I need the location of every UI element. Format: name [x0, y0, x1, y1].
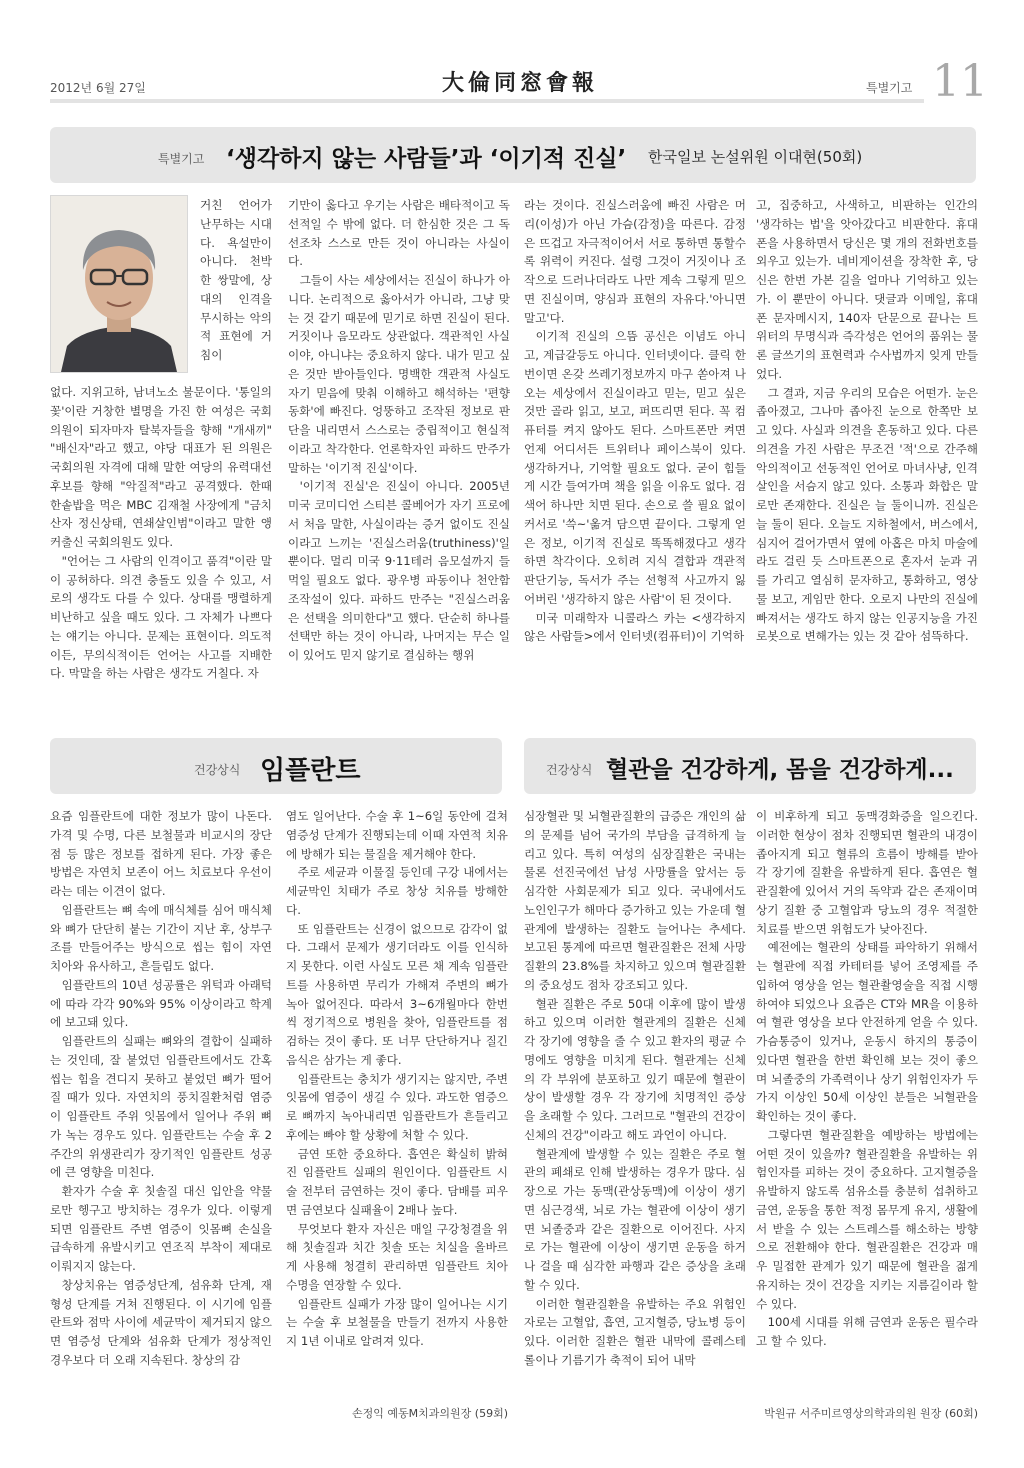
article3-column-2 — [756, 807, 978, 1400]
article3-paragraph: 100세 시대를 위해 금연과 운동은 필수라고 할 수 있다. — [756, 1315, 978, 1348]
article2-title: 임플란트 — [260, 756, 361, 786]
article2-tag: 건강상식 — [194, 763, 241, 777]
article2-title-bar — [50, 738, 502, 794]
article3-signature: 박원규 서주미르영상의학과의원 원장 (60회) — [764, 1407, 978, 1420]
article1-paragraph: 기만이 옳다고 우기는 사람은 배타적이고 독선적일 수 밖에 없다. 더 한심한 것은 그 독선조차 스스로 만든 것이 아니라는 사실이다. — [288, 198, 510, 269]
article3-paragraph: 혈관 질환은 주로 50대 이후에 많이 발생하고 있으며 이러한 혈관계의 질환은 신체 각 장기에 영향을 줄 수 있고 환자의 평균 수명에도 영향을 미치게 된다. 혈관계는 신체의 각 부위에 분포하고 있기 때문에 혈관이 상이 발생할 경우 각 장기에 치명적인 증상을 초래할 수 있다. 그러므로 "혈관의 건강이 신체의 건강"이라고 해도 과언이 아니다. — [524, 996, 746, 1142]
article2-paragraph: 주로 세균과 이물질 등인데 구강 내에서는 세균막인 치태가 주로 창상 치유를 방해한다. — [286, 865, 508, 917]
article3-paragraph: 이 비후하게 되고 동맥경화증을 일으킨다. 이러한 현상이 점차 진행되면 혈관의 내경이 좁아지게 되고 혈류의 흐름이 방해를 받아 각 장기에 질환을 유발하게 된다. 흡연은 혈관질환에 있어서 거의 독약과 같은 존재이며 상기 질환 중 고혈압과 당뇨의 경우 적절한 치료를 받으면 위험도가 낮아진다. — [756, 809, 978, 936]
article2-paragraph: 염도 일어난다. 수술 후 1~6일 동안에 걸쳐 염증성 단계가 진행되는데 이때 자연적 치유에 방해가 되는 물질을 제거해야 한다. — [286, 809, 508, 861]
article3-paragraph: 심장혈관 및 뇌혈관질환의 급증은 개인의 삶의 문제를 넘어 국가의 부담을 급격하게 늘리고 있다. 특히 여성의 심장질환은 국내는 물론 선진국에선 남성 사망률을 앞서는 등 심각한 사회문제가 되고 있다. 국내에서도 노인인구가 해마다 증가하고 있는 가운데 혈관계에 발생하는 질환도 늘어나는 추세다. 보고된 통계에 따르면 혈관질환은 전체 사망 질환의 23.8%를 차지하고 있으며 혈관질환의 중요성도 점차 강조되고 있다. — [524, 809, 746, 992]
article3-column-1 — [524, 807, 746, 1425]
article2-paragraph: 창상치유는 염증성단계, 섬유화 단계, 재형성 단계를 거쳐 진행된다. 이 시기에 임플란트와 점막 사이에 세균막이 제거되지 않으면 염증성 단계와 섬유화 단계가 정상적인 경우보다 더 오래 지속된다. 창상의 감 — [50, 1277, 272, 1367]
article2-paragraph: 임플란트의 10년 성공률은 위턱과 아래턱에 따라 각각 90%와 95% 이상이라고 학계에 보고돼 있다. — [50, 977, 272, 1030]
article1-paragraph: 고, 집중하고, 사색하고, 비판하는 인간의 '생각하는 법'을 앗아갔다고 비판한다. 휴대폰을 사용하면서 당신은 몇 개의 전화번호를 외우고 있는가. 네비게이션을 장착한 후, 당신은 한번 가본 길을 얼마나 기억하고 있는가. 이 뿐만이 아니다. 댓글과 이메일, 휴대폰 문자메시지, 140자 단문으로 끝나는 트위터의 무명식과 즉각성은 언어의 품위는 물론 글쓰기의 표현력과 수사법까지 잊게 만들었다. — [756, 198, 978, 381]
article1-column-1 — [50, 383, 272, 711]
article1-byline: 한국일보 논설위원 이대현(50회) — [648, 148, 863, 166]
header-rule — [50, 99, 924, 103]
section-label: 특별기고 — [866, 81, 913, 95]
article1-paragraph: 그 결과, 지금 우리의 모습은 어떤가. 눈은 좁아졌고, 그나마 좁아진 눈으로 한쪽만 보고 있다. 사실과 의견을 혼동하고 있다. 다른 의견을 가진 사람은 무조건 '적'으로 간주해 악의적이고 선동적인 언어로 마녀사냥, 인격살인을 서슴지 않고 있다. 소통과 화합은 말로만 존재한다. 진실은 늘 둘이니까. 진실은 늘 둘이 된다. 오늘도 지하철에서, 버스에서, 심지어 걸어가면서 옆에 아홉은 마치 마술에라도 걸린 듯 스마트폰으로 혼자서 눈과 귀를 가리고 열심히 문자하고, 통화하고, 영상물 보고, 게임만 한다. 오로지 나만의 진실에 빠져서는 생각도 하지 않는 인공지능을 가진 로봇으로 변해가는 있는 것 같아 섬뜩하다. — [756, 385, 978, 644]
article2-paragraph: 임플란트는 뼈 속에 매식체를 심어 매식체와 뼈가 단단히 붙는 기간이 지난 후, 상부구조를 만들어주는 방식으로 씹는 힘이 자연 치아와 유사하고, 흔들림도 없다. — [50, 902, 272, 973]
article1-paragraph: '이기적 진실'은 진실이 아니다. 2005년 미국 코미디언 스티븐 콜베어가 자기 프로에서 처음 말한, 사실이라는 증거 없이도 진실이라고 느끼는 '진실스러움(truthiness)'일 뿐이다. 멀리 미국 9·11테러 음모설까지 들먹일 필요도 없다. 광우병 파동이나 천안함 조작설이 있다. 파하드 만주는 "진실스러움은 선택을 의미한다"고 했다. 단순히 하나를 선택만 하는 것이 아니라, 나머지는 무슨 일이 있어도 믿지 않기로 결심하는 행위 — [288, 479, 510, 662]
article1-column-2 — [288, 196, 510, 711]
issue-date: 2012년 6월 27일 — [50, 81, 146, 95]
article1-column-4 — [756, 196, 978, 711]
article2-paragraph: 임플란트는 충치가 생기지는 않지만, 주변 잇몸에 염증이 생길 수 있다. 과도한 염증으로 뼈까지 녹아내리면 임플란트가 흔들리고 후에는 빠야 할 상황에 처할 수 있다. — [286, 1071, 508, 1142]
article3-paragraph: 그렇다면 혈관질환을 예방하는 방법에는 어떤 것이 있을까? 혈관질환을 유발하는 위험인자를 피하는 것이 중요하다. 고지혈증을 유발하지 않도록 섬유소를 충분히 섭취하고 금연, 운동을 통한 적정 몸무게 유지, 생활에서 받을 수 있는 스트레스를 해소하는 방향으로 전환해야 한다. 혈관질환은 건강과 매우 밀접한 관계가 있기 때문에 혈관을 젊게 유지하는 것이 건강을 지키는 지름길이라 할 수 있다. — [756, 1127, 978, 1311]
article2-paragraph: 임플란트 실패가 가장 많이 일어나는 시기는 수술 후 보철물을 만들기 전까지 사용한지 1년 이내로 알려져 있다. — [286, 1296, 508, 1348]
article1-column-3 — [524, 196, 746, 711]
article3-title: 혈관을 건강하게, 몸을 건강하게... — [606, 757, 954, 783]
page-number: 11 — [932, 56, 988, 107]
article1-paragraph: 없다. 지위고하, 남녀노소 불문이다. '통일의 꽃'이란 거창한 별명을 가진 한 여성은 국회의원이 되자마자 탈북자들을 향해 "개새끼" "배신자"라고 했고, 야당 대표가 된 의원은 국회의원 자격에 대해 말한 여당의 유력대선후보를 향해 "악질적"라고 공격했다. 한때 한솥밥을 먹은 MBC 김재철 사장에게 "금치산자 정신상태, 연쇄살인범"이라고 말한 앵커출신 국회의원도 있다. — [50, 385, 272, 549]
article1-paragraph: 라는 것이다. 진실스러움에 빠진 사람은 머리(이성)가 아닌 가슴(감정)을 따른다. 감정은 뜨겁고 자극적이어서 서로 통하면 통할수록 위력이 커진다. 설령 그것이 거짓이나 조작으로 드러나더라도 나만 계속 그렇게 믿으면 진실이며, 양심과 표현의 자유다.'아니면 말고'다. — [524, 198, 746, 325]
author-portrait-image — [51, 196, 187, 372]
article2-column-2 — [286, 807, 508, 1400]
article1-paragraph: "언어는 그 사람의 인격이고 품격"이란 말이 공허하다. 의견 충돌도 있을 수 있고, 서로의 생각도 다를 수 있다. 상대를 맹렬하게 비난하고 싶을 때도 있다. 그 자체가 나쁘다는 얘기는 아니다. 문제는 표현이다. 의도적이든, 무의식적이든 언어는 사고를 지배한다. 막말을 하는 사람은 생각도 거칠다. 자 — [50, 553, 272, 681]
article1-tag: 특별기고 — [158, 152, 205, 166]
article2-paragraph: 무엇보다 환자 자신은 매일 구강청결을 위해 칫솔질과 치간 칫솔 또는 치실을 올바르게 사용해 청결히 관리하면 임플란트 치아 수명을 연장할 수 있다. — [286, 1221, 508, 1292]
masthead: 大倫同窓會報 — [441, 70, 598, 96]
article2-paragraph: 환자가 수술 후 칫솔질 대신 입안을 약물로만 헹구고 방치하는 경우가 있다. 이렇게 되면 임플란트 주변 염증이 잇몸뼈 손실을 급속하게 유발시키고 연조직 부착이 제대로 이뤄지지 않는다. — [50, 1184, 272, 1273]
author-photo — [50, 195, 188, 373]
article2-signature: 손정익 예동M치과의원장 (59회) — [352, 1407, 508, 1420]
article3-title-bar — [524, 738, 976, 794]
article2-paragraph: 또 임플란트는 신경이 없으므로 감각이 없다. 그래서 문제가 생기더라도 이를 인식하지 못한다. 이런 사실도 모른 채 계속 임플란트를 사용하면 무리가 가해져 주변의 뼈가 녹아 없어진다. 따라서 3~6개월마다 한번씩 정기적으로 병원을 찾아, 임플란트를 점검하는 것이 좋다. 또 너무 단단하거나 질긴 음식은 삼가는 게 좋다. — [286, 921, 508, 1067]
article1-paragraph: 미국 미래학자 니콜라스 카는 <생각하지 않은 사람들>에서 인터넷(컴퓨터)이 기억하 — [524, 610, 746, 644]
article2-paragraph: 임플란트의 실패는 뼈와의 결합이 실패하는 것인데, 잘 붙었던 임플란트에서도 간혹 씹는 힘을 견디지 못하고 붙었던 뼈가 떨어질 때가 있다. 자연치의 풍치질환처럼 염증이 임플란트 주위 잇몸에서 일어나 주위 뼈가 녹는 경우도 있다. 임플란트는 수술 후 2주간의 위생관리가 장기적인 임플란트 성공에 큰 영향을 미친다. — [50, 1034, 272, 1180]
article1-paragraph: 이기적 진실의 으뜸 공신은 이념도 아니고, 계급갈등도 아니다. 인터넷이다. 클릭 한번이면 온갖 쓰레기정보까지 마구 쏟아져 나오는 세상에서 진실이라고 믿는, 믿고 싶은 것만 골라 읽고, 보고, 퍼뜨리면 된다. 꼭 컴퓨터를 켜지 않아도 된다. 스마트폰만 켜면 언제 어디서든 트위터나 페이스북이 있다. 생각하거나, 기억할 필요도 없다. 굳이 힘들게 시간 들여가며 책을 읽을 이유도 없다. 검색어 하나만 치면 된다. 손으로 쓸 필요 없이 커서로 '쓱~'옮겨 담으면 끝이다. 그렇게 얻은 정보, 이기적 진실로 똑똑해졌다고 생각하면 착각이다. 오히려 지식 결합과 객관적 판단기능, 독서가 주는 선형적 사고까지 잃어버린 '생각하지 않은 사람'이 된 것이다. — [524, 329, 746, 606]
article2-paragraph: 요즘 임플란트에 대한 정보가 많이 나돈다. 가격 및 수명, 다른 보철물과 비교시의 장단점 등 많은 정보를 접하게 된다. 가장 좋은 방법은 자연치 보존이 어느 치료보다 우선이라는 데는 이견이 없다. — [50, 809, 272, 898]
article1-title: ‘생각하지 않는 사람들’과 ‘이기적 진실’ — [226, 146, 627, 172]
article3-paragraph: 이러한 혈관질환을 유발하는 주요 위험인자로는 고혈압, 흡연, 고지혈증, 당뇨병 등이 있다. 이러한 질환은 혈관 내막에 콜레스테롤이나 기름기가 축적이 되어 내막 — [524, 1296, 746, 1367]
article2-column-1 — [50, 807, 272, 1425]
article2-paragraph: 금연 또한 중요하다. 흡연은 확실히 밝혀진 임플란트 실패의 원인이다. 임플란트 시술 전부터 금연하는 것이 좋다. 담배를 피우면 금연보다 실패율이 2배나 높다. — [286, 1146, 508, 1217]
article1-column-1-wrap — [200, 196, 272, 382]
article3-paragraph: 예전에는 혈관의 상태를 파악하기 위해서는 혈관에 직접 카테터를 넣어 조영제를 주입하여 영상을 얻는 혈관촬영술을 직접 시행하여야 되었으나 요즘은 CT와 MR을 이용하여 혈관 영상을 보다 안전하게 얻을 수 있다. 가슴통증이 있거나, 운동시 하지의 통증이 있다면 혈관을 한번 확인해 보는 것이 좋으며 뇌졸중의 가족력이나 상기 위험인자가 두가지 이상인 50세 이상인 분들은 뇌혈관을 확인하는 것이 좋다. — [756, 940, 978, 1123]
article1-paragraph: 거친 언어가 난무하는 시대다. 욕설만이 아니다. 천박한 쌍말에, 상대의 인격을 무시하는 악의적 표현에 거침이 — [200, 198, 272, 362]
article3-paragraph: 혈관계에 발생할 수 있는 질환은 주로 혈관의 폐쇄로 인해 발생하는 경우가 많다. 심장으로 가는 동맥(관상동맥)에 이상이 생기면 심근경색, 뇌로 가는 혈관에 이상이 생기면 뇌졸중과 같은 질환으로 이어진다. 사지로 가는 혈관에 이상이 생기면 운동을 하거나 걸을 때 심각한 파행과 같은 증상을 초래할 수 있다. — [524, 1146, 746, 1292]
article1-title-bar — [50, 127, 976, 183]
article3-tag: 건강상식 — [546, 763, 593, 777]
article1-paragraph: 그들이 사는 세상에서는 진실이 하나가 아니다. 논리적으로 옳아서가 아니라, 그냥 맞는 것 같기 때문에 믿기로 하면 진실이 된다. 거짓이나 음모라도 상관없다. 객관적인 사실이야, 아니냐는 중요하지 않다. 내가 믿고 싶은 것만 받아들인다. 명백한 객관적 사실도 자기 믿음에 맞춰 이해하고 해석하는 '편향동화'에 빠진다. 엉뚱하고 조작된 정보로 판단을 내리면서 스스로는 중립적이고 현실적이라고 착각한다. 언론학자인 파하드 만주가 말하는 '이기적 진실'이다. — [288, 273, 510, 475]
